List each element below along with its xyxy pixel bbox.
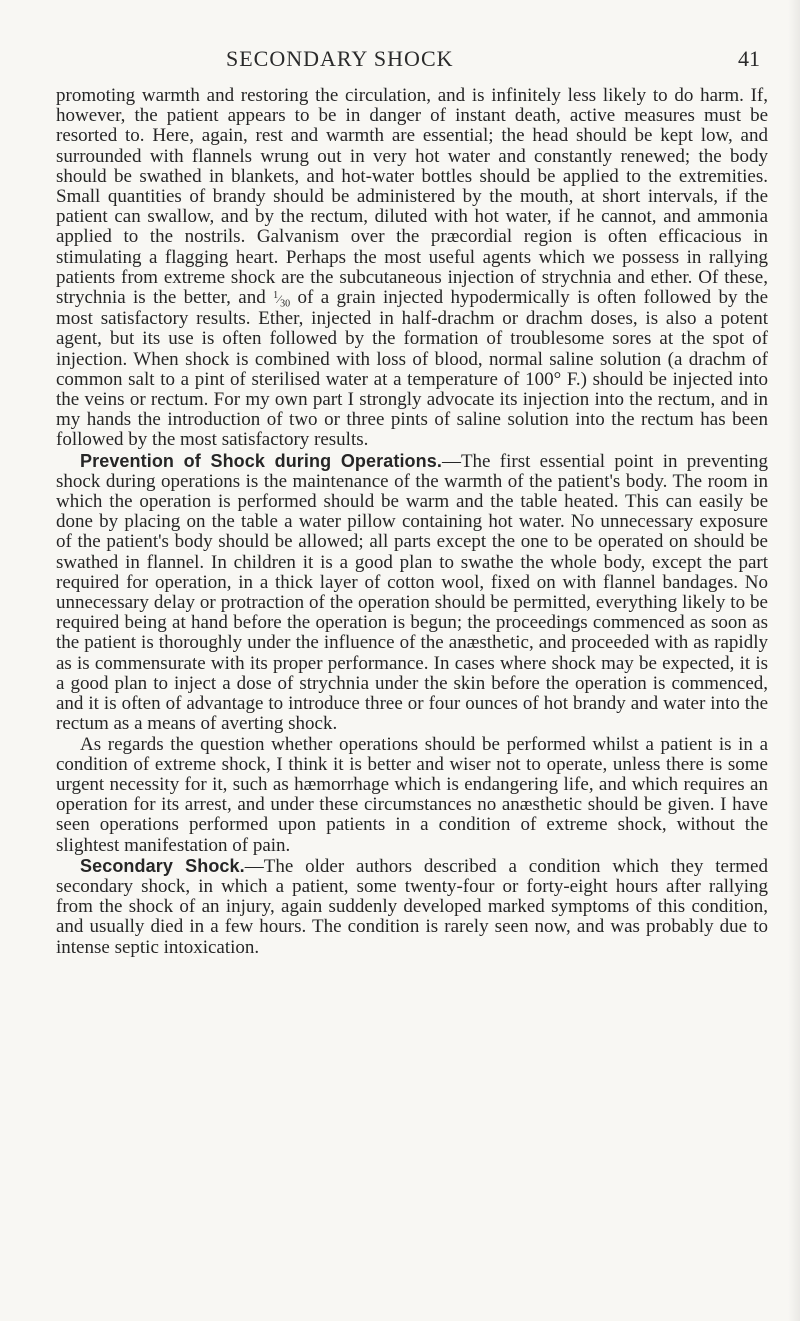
- paragraph-treatment: [56, 86, 768, 451]
- paragraph-text: —The older authors described a condition which they termed secondary shock, in which a patient, some twenty-four or forty-eight hours after rallying from the shock of an injury, again suddenly developed marked symptoms of this condition, and usually died in a few hours. The condition is rarely seen now, and was probably due to intense septic intoxication.: [56, 855, 768, 958]
- page-edge-shadow: [788, 0, 800, 1321]
- page-header: [56, 46, 768, 80]
- section-heading-prevention: Prevention of Shock during Operations.: [80, 450, 442, 471]
- fraction-denominator: 30: [280, 298, 291, 310]
- fraction-dose: $^1⁄_{30}$: [273, 290, 291, 310]
- body-text: [56, 86, 768, 958]
- paragraph-secondary-shock: [56, 856, 768, 958]
- paragraph-operations: [56, 735, 768, 856]
- paragraph-text: As regards the question whether operations should be performed whilst a patient is in a condition of extreme shock, I think it is better and wiser not to operate, unless there is some urgent necessity for it, such as hæmorrhage which is endangering life, and which requires an operation for its arrest, and under these circumstances no anæsthetic should be given. I have seen operations performed upon patients in a condition of extreme shock, without the slightest manifestation of pain.: [56, 733, 768, 856]
- fraction-numerator: 1: [273, 290, 279, 302]
- paragraph-prevention: [56, 451, 768, 735]
- running-head: SECONDARY SHOCK: [226, 46, 454, 71]
- paragraph-text: of a grain injected hypodermically is often followed by the most satisfactory results. Ether, injected in half-drachm or drachm doses, is also a potent agent, but its use is often followed by the formation of troublesome sores at the spot of injection. When shock is combined with loss of blood, normal saline solution (a drachm of common salt to a pint of sterilised water at a temperature of 100° F.) should be injected into the veins or rectum. For my own part I strongly advocate its injection into the rectum, and in my hands the introduction of two or three pints of saline solution into the rectum has been followed by the most satisfactory results.: [56, 287, 769, 451]
- page-number: 41: [738, 46, 760, 71]
- section-heading-secondary-shock: Secondary Shock.: [80, 855, 245, 876]
- paragraph-text: —The first essential point in preventing shock during operations is the maintenance of the warmth of the patient's body. The room in which the operation is performed should be warm and the table heated. This can easily be done by placing on the table a water pillow containing hot water. No unnecessary exposure of the patient's body should be allowed; all parts except the one to be operated on should be swathed in flannel. In children it is a good plan to swathe the whole body, except the part required for operation, in a thick layer of cotton wool, fixed on with flannel bandages. No unnecessary delay or protraction of the operation should be permitted, everything likely to be required being at hand before the operation is begun; the proceedings commenced as soon as the patient is thoroughly under the influence of the anæsthetic, and proceeded with as rapidly as is commensurate with its proper performance. In cases where shock may be expected, it is a good plan to inject a dose of strychnia under the skin before the operation is commenced, and it is often of advantage to introduce three or four ounces of hot brandy and water into the rectum as a means of averting shock.: [56, 450, 768, 735]
- paragraph-text: promoting warmth and restoring the circulation, and is infinitely less likely to do harm. If, however, the patient appears to be in danger of instant death, active measures must be resorted to. Here, again, rest and warmth are essential; the head should be kept low, and surrounded with flannels wrung out in very hot water and constantly renewed; the body should be swathed in blankets, and hot-water bottles should be applied to the extremities. Small quantities of brandy should be administered by the mouth, at short intervals, if the patient can swallow, and by the rectum, diluted with hot water, if he cannot, and ammonia applied to the nostrils. Galvanism over the præcordial region is often efficacious in stimulating a flagging heart. Perhaps the most useful agents which we possess in rallying patients from extreme shock are the subcutaneous injection of strychnia and ether. Of these, strychnia is the better, and: [56, 85, 768, 309]
